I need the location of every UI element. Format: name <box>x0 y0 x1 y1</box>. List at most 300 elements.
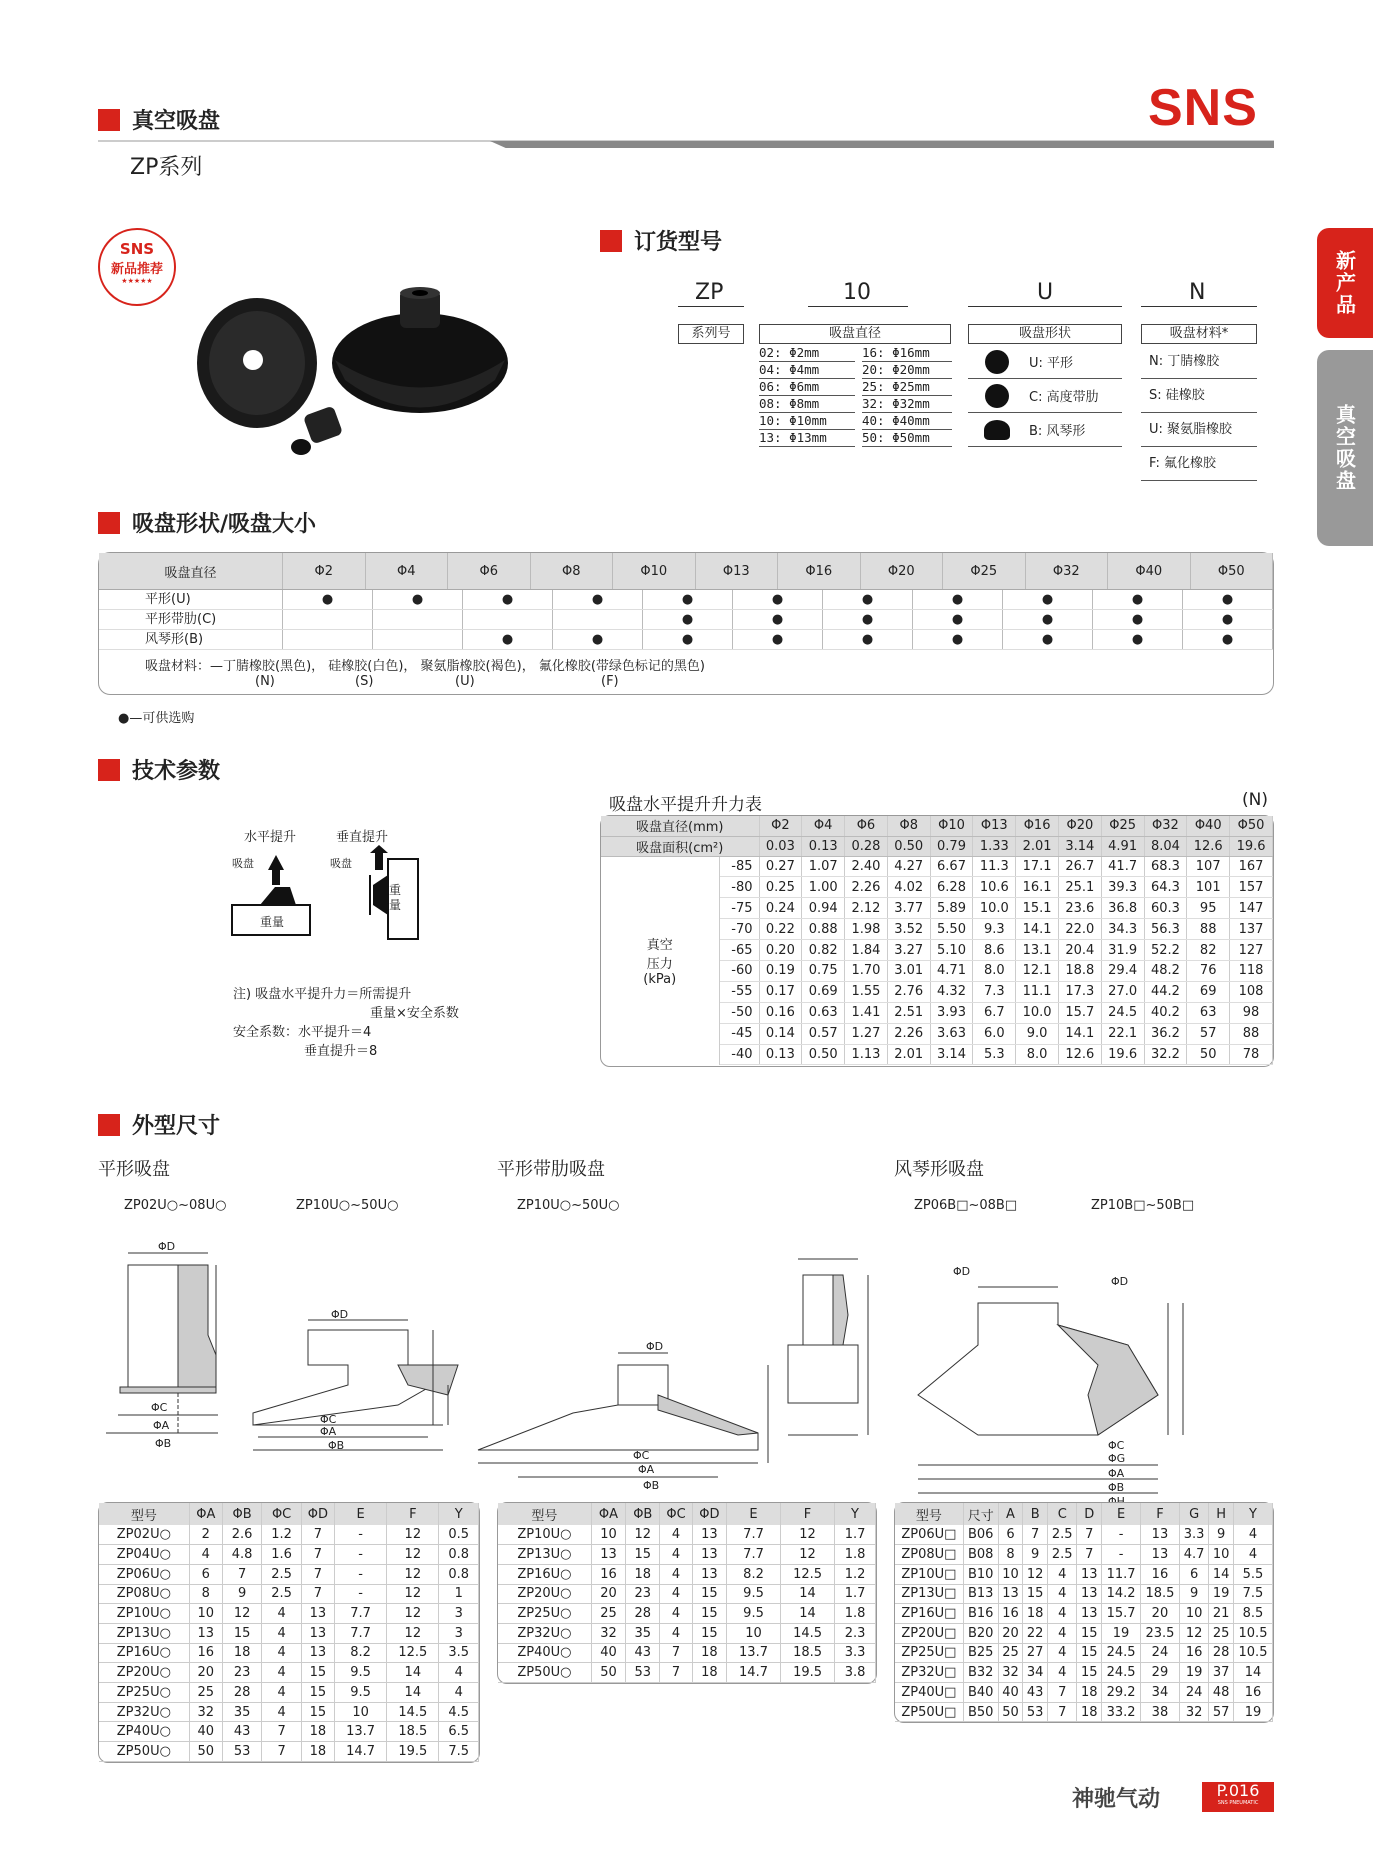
dim-value: 19.5 <box>781 1663 835 1683</box>
dim-value: 4 <box>660 1564 692 1584</box>
force-area-cell: 19.6 <box>1230 836 1273 856</box>
flat-model-large: ZP10U○~50U○ <box>296 1198 399 1213</box>
material-list <box>1141 345 1257 481</box>
dim-value: 8.2 <box>335 1643 387 1663</box>
force-value: 6.0 <box>973 1023 1016 1044</box>
dim-value: 10 <box>998 1564 1023 1584</box>
force-value: 60.3 <box>1144 898 1187 919</box>
dim-value: 13 <box>301 1604 334 1624</box>
dim-value: 20 <box>591 1584 625 1604</box>
dimension-drawings <box>98 1235 1278 1494</box>
availability-mark: ● <box>553 630 643 649</box>
dim-value: - <box>335 1525 387 1545</box>
force-value: 41.7 <box>1101 856 1144 877</box>
force-value: 0.75 <box>802 960 845 981</box>
force-value: 2.51 <box>887 1002 930 1023</box>
dim-value: 4 <box>660 1604 692 1624</box>
availability-legend: ●—可供选购 <box>118 711 195 726</box>
dim-value: 34 <box>1141 1683 1180 1703</box>
vacuum-pressure: -85 <box>719 856 759 877</box>
dim-value: 1.8 <box>835 1545 876 1565</box>
dim-value: 1 <box>439 1584 479 1604</box>
dim-header-cell: Y <box>835 1503 876 1525</box>
force-value: 82 <box>1187 940 1230 961</box>
dim-row <box>99 1604 479 1624</box>
shape-row-name: 平形带肋(C) <box>99 610 283 629</box>
dims-title-block <box>98 1109 220 1140</box>
dim-value: 10 <box>1209 1545 1234 1565</box>
tech-title: 技术参数 <box>132 759 221 784</box>
dim-value: 53 <box>222 1742 262 1762</box>
force-value: 22.0 <box>1058 919 1101 940</box>
force-grid <box>601 816 1273 1065</box>
force-value: 0.94 <box>802 898 845 919</box>
dim-value: 13.7 <box>727 1643 781 1663</box>
dim-value: 7 <box>262 1722 302 1742</box>
dim-header-cell: 尺寸 <box>963 1503 998 1525</box>
dim-value: 40 <box>591 1643 625 1663</box>
force-value: 3.14 <box>930 1044 973 1065</box>
dim-row <box>895 1545 1273 1565</box>
label-shape: 吸盘形状 <box>968 324 1122 344</box>
dim-value: 16 <box>189 1643 222 1663</box>
dim-value: 12 <box>387 1584 439 1604</box>
diameter-header-cell: Φ2 <box>283 553 366 589</box>
section-marker <box>98 759 120 781</box>
force-value: 36.8 <box>1101 898 1144 919</box>
vacuum-label-line: (kPa) <box>643 972 677 988</box>
code-material: N <box>1189 280 1206 305</box>
dim-value: 19 <box>1209 1584 1234 1604</box>
dim-value: 13 <box>692 1525 726 1545</box>
model-code: ZP40U○ <box>498 1643 591 1663</box>
shape-opt <box>968 379 1122 413</box>
dim-value: 5.5 <box>1233 1564 1272 1584</box>
force-diam-cell: Φ25 <box>1101 816 1144 836</box>
dim-row <box>99 1702 479 1722</box>
dim-value: B06 <box>963 1525 998 1545</box>
dim-value: 4 <box>660 1623 692 1643</box>
dim-value: 18 <box>1077 1702 1102 1722</box>
dim-header-cell: ΦA <box>189 1503 222 1525</box>
dim-value: 6.5 <box>439 1722 479 1742</box>
dim-value: 14.5 <box>781 1623 835 1643</box>
force-value: 63 <box>1187 1002 1230 1023</box>
diameter-header-cell: Φ25 <box>943 553 1026 589</box>
diameter-header-cell: Φ4 <box>366 553 449 589</box>
vacuum-pressure: -50 <box>719 1002 759 1023</box>
dim-header-cell: E <box>727 1503 781 1525</box>
label-a: ΦA <box>638 1463 655 1476</box>
dim-value: 35 <box>626 1623 660 1643</box>
model-code: ZP32U□ <box>895 1663 963 1683</box>
dim-value: - <box>335 1584 387 1604</box>
label-d: ΦD <box>158 1240 176 1253</box>
model-code: ZP50U□ <box>895 1702 963 1722</box>
bellows-dim-table <box>894 1502 1274 1723</box>
dim-value: 32 <box>189 1702 222 1722</box>
tab-new-product[interactable]: 新产品 <box>1317 228 1373 338</box>
material-codes <box>99 674 1273 688</box>
dim-value: 4 <box>262 1702 302 1722</box>
availability-mark: ● <box>1183 610 1273 629</box>
force-value: 6.28 <box>930 877 973 898</box>
dim-row <box>895 1525 1273 1545</box>
dim-value: 1.7 <box>835 1584 876 1604</box>
dim-value: 53 <box>1023 1702 1048 1722</box>
dim-row <box>99 1584 479 1604</box>
dim-value: 4 <box>660 1584 692 1604</box>
dim-value: 9.5 <box>335 1663 387 1683</box>
dim-value: 4 <box>660 1545 692 1565</box>
dim-row <box>99 1643 479 1663</box>
force-value: 3.52 <box>887 919 930 940</box>
shape-label: U: 平形 <box>1029 356 1074 371</box>
diam-opt: 16: Φ16mm <box>862 345 952 362</box>
dim-value: 12 <box>222 1604 262 1624</box>
force-value: 8.6 <box>973 940 1016 961</box>
dim-value: 13 <box>692 1564 726 1584</box>
force-table-title: 吸盘水平提升升力表 <box>609 795 762 815</box>
dim-value: 13 <box>1077 1584 1102 1604</box>
force-value: 1.84 <box>845 940 888 961</box>
force-value: 68.3 <box>1144 856 1187 877</box>
force-value: 11.3 <box>973 856 1016 877</box>
dim-value: 13 <box>1141 1545 1180 1565</box>
availability-mark <box>553 610 643 629</box>
dim-row <box>99 1623 479 1643</box>
dim-value: 4 <box>1048 1623 1077 1643</box>
weight-label-h: 重量 <box>260 915 285 929</box>
model-code: ZP25U□ <box>895 1643 963 1663</box>
dim-value: 29 <box>1141 1663 1180 1683</box>
force-value: 18.8 <box>1058 960 1101 981</box>
dim-value: 12 <box>1023 1564 1048 1584</box>
dim-header-cell: D <box>1077 1503 1102 1525</box>
dim-value: 33.2 <box>1102 1702 1141 1722</box>
label-a: ΦA <box>320 1425 337 1438</box>
dim-header-row <box>498 1503 876 1525</box>
shape-opt <box>968 413 1122 447</box>
availability-mark: ● <box>823 610 913 629</box>
dim-value: B16 <box>963 1604 998 1624</box>
force-value: 34.3 <box>1101 919 1144 940</box>
dim-row <box>99 1663 479 1683</box>
dim-row <box>498 1663 876 1683</box>
dim-value: 32 <box>998 1663 1023 1683</box>
dim-header-cell: C <box>1048 1503 1077 1525</box>
force-value: 1.70 <box>845 960 888 981</box>
material-opt: S: 硅橡胶 <box>1141 379 1257 413</box>
material-opt: F: 氟化橡胶 <box>1141 447 1257 481</box>
rib-title: 平形带肋吸盘 <box>497 1159 605 1180</box>
dim-header-cell: 型号 <box>498 1503 591 1525</box>
rib-model: ZP10U○~50U○ <box>517 1198 620 1213</box>
dim-value: 4 <box>262 1604 302 1624</box>
force-value: 107 <box>1187 856 1230 877</box>
dim-value: 9 <box>222 1584 262 1604</box>
dim-value: 4 <box>1048 1604 1077 1624</box>
diam-opt: 10: Φ10mm <box>759 413 855 430</box>
dim-header-cell: Y <box>1233 1503 1272 1525</box>
force-value: 0.20 <box>759 940 802 961</box>
code-line-4 <box>1141 306 1257 307</box>
dim-value: 15.7 <box>1102 1604 1141 1624</box>
dim-value: 2.6 <box>222 1525 262 1545</box>
dim-value: 4 <box>1233 1545 1272 1565</box>
availability-mark: ● <box>1093 630 1183 649</box>
page-sub: SNS PNEUMATIC <box>1217 1800 1259 1806</box>
dim-value: 23 <box>626 1584 660 1604</box>
label-c: ΦC <box>151 1401 168 1414</box>
force-value: 10.0 <box>973 898 1016 919</box>
dim-value: 9 <box>1209 1525 1234 1545</box>
dim-value: 20 <box>189 1663 222 1683</box>
availability-mark: ● <box>1183 590 1273 609</box>
dim-value: 15 <box>301 1663 334 1683</box>
shape-size-header <box>99 553 1273 590</box>
force-value: 50 <box>1187 1044 1230 1065</box>
force-value: 2.12 <box>845 898 888 919</box>
vacuum-pressure: -60 <box>719 960 759 981</box>
dim-value: 7.5 <box>1233 1584 1272 1604</box>
diam-opt: 13: Φ13mm <box>759 430 855 447</box>
force-area-cell: 2.01 <box>1016 836 1059 856</box>
dim-value: 7 <box>301 1525 334 1545</box>
force-value: 12.6 <box>1058 1044 1101 1065</box>
diameter-header-cell: Φ16 <box>778 553 861 589</box>
force-value: 6.7 <box>973 1002 1016 1023</box>
dim-value: 18 <box>692 1663 726 1683</box>
shape-label: B: 风琴形 <box>1029 424 1086 439</box>
force-value: 14.1 <box>1058 1023 1101 1044</box>
force-value: 9.0 <box>1016 1023 1059 1044</box>
dim-value: 7 <box>660 1663 692 1683</box>
dim-header-cell: B <box>1023 1503 1048 1525</box>
dim-value: 6 <box>189 1564 222 1584</box>
force-value: 2.26 <box>845 877 888 898</box>
dim-row <box>498 1604 876 1624</box>
dim-value: 19 <box>1233 1702 1272 1722</box>
model-code: ZP10U□ <box>895 1564 963 1584</box>
dim-value: 7.5 <box>439 1742 479 1762</box>
weight-label-v: 重量 <box>389 883 402 912</box>
force-value: 1.07 <box>802 856 845 877</box>
dim-value: 28 <box>626 1604 660 1624</box>
dim-value: 3 <box>439 1604 479 1624</box>
dim-value: 13 <box>1077 1604 1102 1624</box>
dim-value: 14.5 <box>387 1702 439 1722</box>
shape-size-title-block <box>98 507 316 538</box>
force-value: 0.19 <box>759 960 802 981</box>
shape-size-title: 吸盘形状/吸盘大小 <box>132 512 317 537</box>
page-title-block <box>98 104 220 135</box>
dim-value: 7 <box>262 1742 302 1762</box>
dim-value: 35 <box>222 1702 262 1722</box>
dim-value: 23 <box>222 1663 262 1683</box>
badge-stars: ★★★★★ <box>121 277 153 285</box>
force-value: 2.26 <box>887 1023 930 1044</box>
dim-value: 3.8 <box>835 1663 876 1683</box>
dim-value: 22 <box>1023 1623 1048 1643</box>
label-diameter: 吸盘直径 <box>759 324 951 344</box>
label-a: ΦA <box>153 1419 170 1432</box>
force-area-cell: 0.50 <box>887 836 930 856</box>
note-line-2: 重量×安全系数 <box>370 1006 459 1021</box>
dim-value: 12 <box>1179 1623 1208 1643</box>
force-value: 2.76 <box>887 981 930 1002</box>
dim-value: 25 <box>998 1643 1023 1663</box>
availability-mark: ● <box>733 630 823 649</box>
dim-header-cell: ΦC <box>262 1503 302 1525</box>
force-area-cell: 4.91 <box>1101 836 1144 856</box>
vacuum-pressure: -65 <box>719 940 759 961</box>
force-value: 1.55 <box>845 981 888 1002</box>
dim-value: 13 <box>1141 1525 1180 1545</box>
dim-value: 1.2 <box>835 1564 876 1584</box>
dim-value: - <box>1102 1525 1141 1545</box>
material-code: (S) <box>355 674 374 689</box>
dim-value: 4 <box>660 1525 692 1545</box>
force-value: 64.3 <box>1144 877 1187 898</box>
flat-grid <box>99 1503 479 1762</box>
dim-value: 2.5 <box>262 1564 302 1584</box>
tab-vacuum-cup[interactable]: 真空吸盘 <box>1317 350 1373 546</box>
force-value: 20.4 <box>1058 940 1101 961</box>
force-value: 0.22 <box>759 919 802 940</box>
dim-value: 28 <box>1209 1643 1234 1663</box>
diam-opt: 08: Φ8mm <box>759 396 855 413</box>
force-table <box>600 815 1274 1067</box>
dim-value: 0.5 <box>439 1525 479 1545</box>
dim-value: 43 <box>1023 1683 1048 1703</box>
dim-value: 10 <box>727 1623 781 1643</box>
shape-size-rows <box>99 590 1273 650</box>
code-shape: U <box>1037 280 1054 305</box>
model-code: ZP06U○ <box>99 1564 189 1584</box>
availability-mark: ● <box>1183 630 1273 649</box>
availability-mark: ● <box>823 590 913 609</box>
flat-model-small: ZP02U○~08U○ <box>124 1198 227 1213</box>
dim-value: 14 <box>1209 1564 1234 1584</box>
shape-label: C: 高度带肋 <box>1029 390 1099 405</box>
dim-value: 34 <box>1023 1663 1048 1683</box>
h-lift-label: 水平提升 <box>244 830 297 845</box>
availability-mark: ● <box>643 590 733 609</box>
dim-value: 9 <box>1023 1545 1048 1565</box>
dim-value: 19.5 <box>387 1742 439 1762</box>
dim-value: 24.5 <box>1102 1643 1141 1663</box>
dim-value: 14 <box>387 1683 439 1703</box>
force-value: 137 <box>1230 919 1273 940</box>
dim-value: 9.5 <box>727 1604 781 1624</box>
dim-value: 4 <box>1048 1643 1077 1663</box>
dim-row <box>895 1623 1273 1643</box>
availability-mark: ● <box>913 610 1003 629</box>
dim-value: 14.2 <box>1102 1584 1141 1604</box>
model-code: ZP10U○ <box>99 1604 189 1624</box>
rib-grid <box>498 1503 876 1683</box>
dim-value: 14 <box>387 1663 439 1683</box>
force-value: 3.93 <box>930 1002 973 1023</box>
force-value: 88 <box>1187 919 1230 940</box>
vacuum-pressure: -45 <box>719 1023 759 1044</box>
label-d: ΦD <box>646 1340 664 1353</box>
diam-opt: 04: Φ4mm <box>759 362 855 379</box>
force-value: 3.77 <box>887 898 930 919</box>
dim-value: 10 <box>1179 1604 1208 1624</box>
force-value: 39.3 <box>1101 877 1144 898</box>
force-value: 1.98 <box>845 919 888 940</box>
force-value: 23.6 <box>1058 898 1101 919</box>
dim-value: - <box>335 1545 387 1565</box>
label-b: ΦB <box>643 1479 660 1492</box>
order-title-block <box>600 225 722 256</box>
code-line-1 <box>678 306 744 307</box>
model-code: ZP13U○ <box>498 1545 591 1565</box>
label-c: ΦC <box>633 1449 650 1462</box>
dim-value: 7 <box>301 1584 334 1604</box>
dim-value: 23.5 <box>1141 1623 1180 1643</box>
model-code: ZP08U□ <box>895 1545 963 1565</box>
model-code: ZP20U○ <box>99 1663 189 1683</box>
dim-value: 3 <box>439 1623 479 1643</box>
dim-value: 21 <box>1209 1604 1234 1624</box>
dim-header-cell: E <box>1102 1503 1141 1525</box>
dim-value: 16 <box>1179 1643 1208 1663</box>
tech-title-block <box>98 754 220 785</box>
dim-value: 18 <box>1077 1683 1102 1703</box>
force-value: 48.2 <box>1144 960 1187 981</box>
force-value: 10.6 <box>973 877 1016 898</box>
model-code: ZP06U□ <box>895 1525 963 1545</box>
dim-value: 6 <box>998 1525 1023 1545</box>
dim-row <box>895 1643 1273 1663</box>
force-value: 108 <box>1230 981 1273 1002</box>
force-value: 16.1 <box>1016 877 1059 898</box>
dim-header-cell: F <box>781 1503 835 1525</box>
force-value: 95 <box>1187 898 1230 919</box>
vacuum-pressure: -80 <box>719 877 759 898</box>
label-d: ΦD <box>953 1265 971 1278</box>
dim-value: 12 <box>387 1525 439 1545</box>
model-code: ZP50U○ <box>498 1663 591 1683</box>
dim-value: 12.5 <box>387 1643 439 1663</box>
force-value: 5.10 <box>930 940 973 961</box>
material-note: 吸盘材料：—丁腈橡胶(黑色)， 硅橡胶(白色)， 聚氨脂橡胶(褐色)， 氟化橡胶(带绿色标记的黑色) <box>145 659 705 674</box>
vacuum-label-line: 真空 <box>646 938 673 954</box>
dim-value: 6 <box>1179 1564 1208 1584</box>
dim-value: 7.7 <box>335 1623 387 1643</box>
dim-value: 4 <box>1048 1663 1077 1683</box>
force-value: 5.89 <box>930 898 973 919</box>
dim-value: 13 <box>301 1623 334 1643</box>
label-g: ΦG <box>1108 1452 1126 1465</box>
diameter-header-cell: Φ40 <box>1108 553 1191 589</box>
dim-value: 24.5 <box>1102 1663 1141 1683</box>
diameter-header-cell: Φ8 <box>531 553 614 589</box>
dim-value: 3.5 <box>439 1643 479 1663</box>
dim-value: 12 <box>781 1525 835 1545</box>
availability-mark: ● <box>1003 610 1093 629</box>
label-series: 系列号 <box>678 324 744 344</box>
force-header-row <box>601 816 1273 836</box>
force-diam-cell: Φ20 <box>1058 816 1101 836</box>
availability-mark: ● <box>1003 590 1093 609</box>
flat-dim-table <box>98 1502 480 1763</box>
force-value: 3.63 <box>930 1023 973 1044</box>
bellows-model-small: ZP06B□~08B□ <box>914 1198 1018 1213</box>
